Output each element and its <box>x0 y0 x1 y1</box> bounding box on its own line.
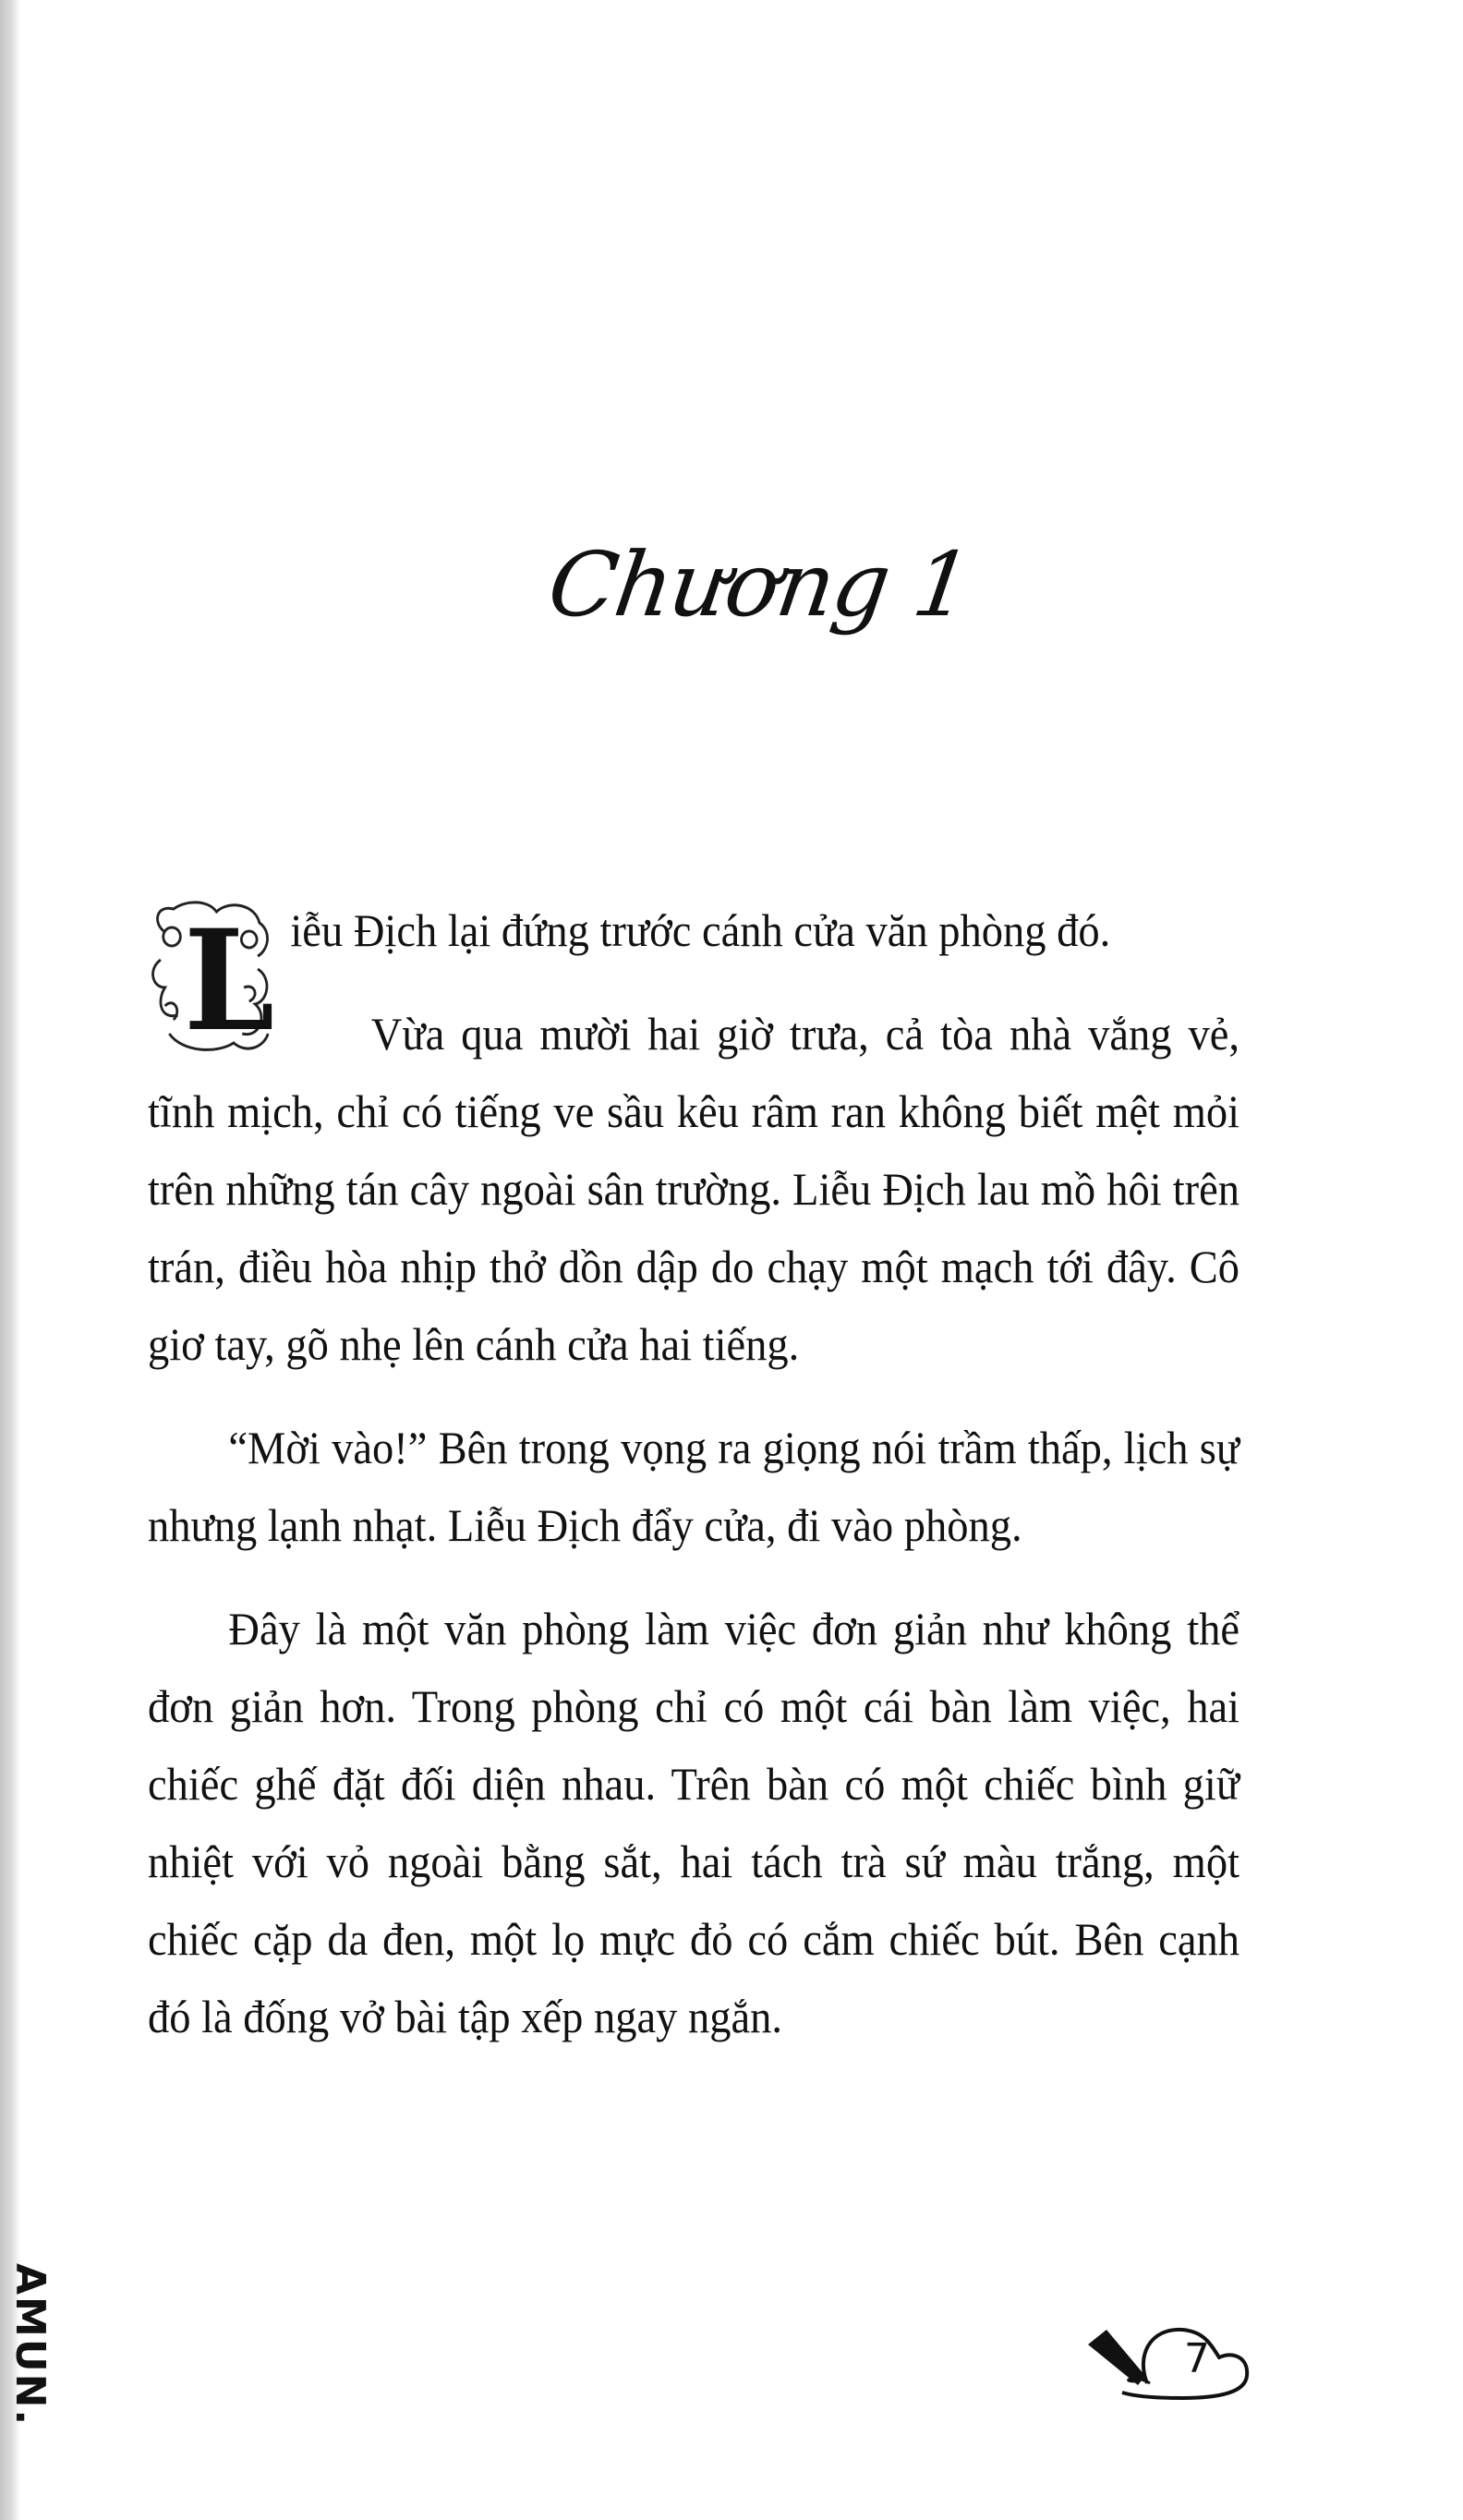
paragraph-4: Đây là một văn phòng làm việc đơn giản như không thể đơn giản hơn. Trong phòng chỉ có một cái bàn làm việc, hai chiếc ghế đặt đối diện nhau. Trên bàn có một chiếc bình giữ nhiệt với vỏ ngoài bằng sắt, hai tách trà sứ màu trắng, một chiếc cặp da đen, một lọ mực đỏ có cắm chiếc bút. Bên cạnh đó là đống vở bài tập xếp ngay ngắn. <box>148 1603 1240 2042</box>
paragraph-1-text: iễu Địch lại đứng trước cánh cửa văn phòng đó. <box>290 904 1111 956</box>
drop-cap <box>148 895 277 1062</box>
page-number-badge <box>1081 2319 1284 2411</box>
paragraph-2: Vừa qua mười hai giờ trưa, cả tòa nhà vắng vẻ, tĩnh mịch, chỉ có tiếng ve sầu kêu râm ran không biết mệt mỏi trên những tán cây ngoài sân trường. Liễu Địch lau mồ hôi trên trán, điều hòa nhịp thở dồn dập do chạy một mạch tới đây. Cô giơ tay, gõ nhẹ lên cánh cửa hai tiếng. <box>148 1008 1240 1370</box>
page-number: 7 <box>1184 2335 1210 2382</box>
paragraph-1 <box>148 891 1239 1062</box>
publisher-logo: AMUN. <box>6 2263 54 2428</box>
chapter-title: Chương 1 <box>542 533 976 636</box>
chapter-body <box>148 891 1239 2081</box>
drop-cap-letter: L <box>184 900 275 1062</box>
paragraph-3: “Mời vào!” Bên trong vọng ra giọng nói trầm thấp, lịch sự nhưng lạnh nhạt. Liễu Địch đẩy cửa, đi vào phòng. <box>148 1422 1240 1551</box>
page-binding-edge <box>0 0 20 2520</box>
pencil-heart-icon <box>1081 2319 1284 2411</box>
